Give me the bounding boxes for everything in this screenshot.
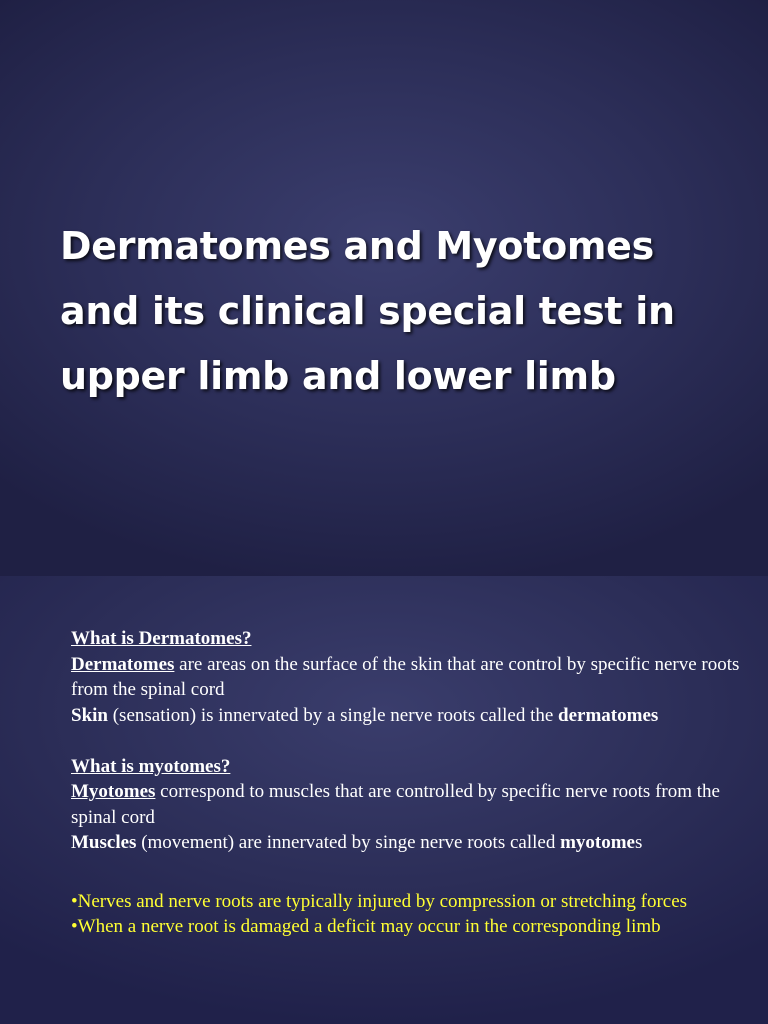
skin-statement: Skin (sensation) is innervated by a single nerve roots called the dermatomes (71, 704, 659, 726)
muscles-term: Muscles (71, 832, 137, 853)
slide-title (60, 214, 750, 409)
heading-dermatomes: What is Dermatomes? (71, 628, 252, 649)
title-line-2: and its clinical special test in (60, 289, 675, 333)
slide-body (71, 626, 741, 940)
title-line-1: Dermatomes and Myotomes (60, 224, 654, 268)
skin-term: Skin (71, 704, 108, 726)
muscles-statement: Muscles (movement) are innervated by singe nerve roots called myotomes (71, 832, 643, 853)
dermatomes-definition: Dermatomes are areas on the surface of the skin that are control by specific nerve roots from the spinal cord (71, 653, 740, 700)
heading-myotomes: What is myotomes? (71, 755, 231, 777)
myotomes-definition: Myotomes correspond to muscles that are controlled by specific nerve roots from the spinal cord (71, 781, 720, 828)
myotomes-term: Myotomes (71, 781, 156, 802)
dermatomes-term: Dermatomes (71, 653, 175, 675)
bullet-item: •Nerves and nerve roots are typically injured by compression or stretching forces (71, 890, 688, 912)
title-line-3: upper limb and lower limb (60, 354, 616, 398)
content-slide (0, 576, 768, 1024)
bullet-item: •When a nerve root is damaged a deficit may occur in the corresponding limb (71, 916, 661, 937)
